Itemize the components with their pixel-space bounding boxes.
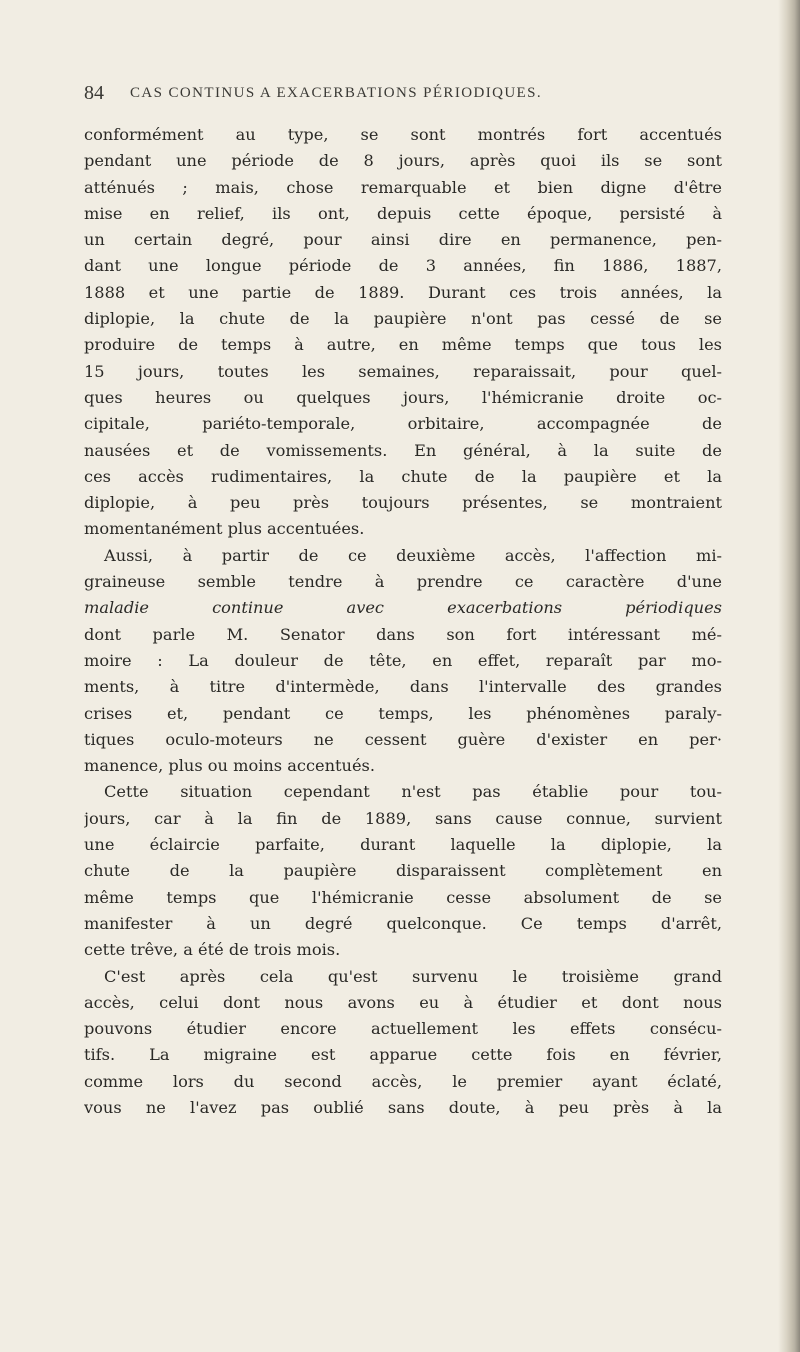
text-line: atténués ; mais, chose remarquable et bien digne d'être [84,177,722,197]
text-line: un certain degré, pour ainsi dire en permanence, pen- [84,230,722,250]
text-line: comme lors du second accès, le premier ayant éclaté, [84,1071,722,1091]
text-line: nausées et de vomissements. En général, à la suite de [84,440,722,460]
text-line: cipitale, pariéto-temporale, orbitaire, accompagnée de [84,414,722,434]
text-line: ques heures ou quelques jours, l'hémicranie droite oc- [84,387,722,407]
body-text [84,122,722,1121]
text-line: dant une longue période de 3 années, fin 1886, 1887, [84,256,722,276]
text-line-italic [84,595,722,621]
text-line: produire de temps à autre, en même temps que tous les [84,335,722,355]
text-line: manifester à un degré quelconque. Ce temps d'arrêt, [84,913,722,933]
text-line: accès, celui dont nous avons eu à étudier et dont nous [84,992,722,1012]
text-line: vous ne l'avez pas oublié sans doute, à peu près à la [84,1097,722,1117]
text-line: 15 jours, toutes les semaines, reparaissait, pour quel- [84,361,722,381]
italic-phrase: maladie continue avec exacerbations périodiques [84,598,722,618]
text-line: pendant une période de 8 jours, après quoi ils se sont [84,151,722,171]
text-line: même temps que l'hémicranie cesse absolument de se [84,887,722,907]
text-line: C'est après cela qu'est survenu le troisième grand [104,966,722,986]
text-line: conformément au type, se sont montrés fort accentués [84,125,722,144]
text-line: momentanément plus accentuées. [84,519,365,539]
text-line: graineuse semble tendre à prendre ce caractère d'une [84,572,722,592]
page-number: 84 [84,82,104,104]
text-line: ces accès rudimentaires, la chute de la paupière et la [84,466,722,486]
text-line: tifs. La migraine est apparue cette fois en février, [84,1045,722,1065]
text-line: crises et, pendant ce temps, les phénomènes paraly- [84,703,722,723]
text-line: jours, car à la fin de 1889, sans cause connue, survient [84,808,722,828]
text-line: manence, plus ou moins accentués. [84,756,376,776]
text-line: 1888 et une partie de 1889. Durant ces trois années, la [84,282,722,302]
running-head: CAS CONTINUS A EXACERBATIONS PÉRIODIQUES. [130,85,543,101]
text-line: cette trêve, a été de trois mois. [84,940,341,960]
text-line: mise en relief, ils ont, depuis cette époque, persisté à [84,203,722,223]
text-line: chute de la paupière disparaissent complètement en [84,861,722,881]
page-edge-shadow [778,0,800,1352]
text-line: diplopie, à peu près toujours présentes, se montraient [84,493,722,513]
page-header [84,78,724,108]
text-line: diplopie, la chute de la paupière n'ont pas cessé de se [84,309,722,329]
text-line: Aussi, à partir de ce deuxième accès, l'affection mi- [104,545,722,565]
text-line: pouvons étudier encore actuellement les effets consécu- [84,1019,722,1039]
text-line: ments, à titre d'intermède, dans l'intervalle des grandes [84,677,722,697]
text-line: moire : La douleur de tête, en effet, reparaît par mo- [84,650,722,670]
text-line: Cette situation cependant n'est pas établie pour tou- [104,782,722,802]
text-line: tiques oculo-moteurs ne cessent guère d'exister en per· [84,729,722,749]
text-line: une éclaircie parfaite, durant laquelle la diplopie, la [84,835,722,855]
text-line: dont parle M. Senator dans son fort intéressant mé- [84,624,722,644]
